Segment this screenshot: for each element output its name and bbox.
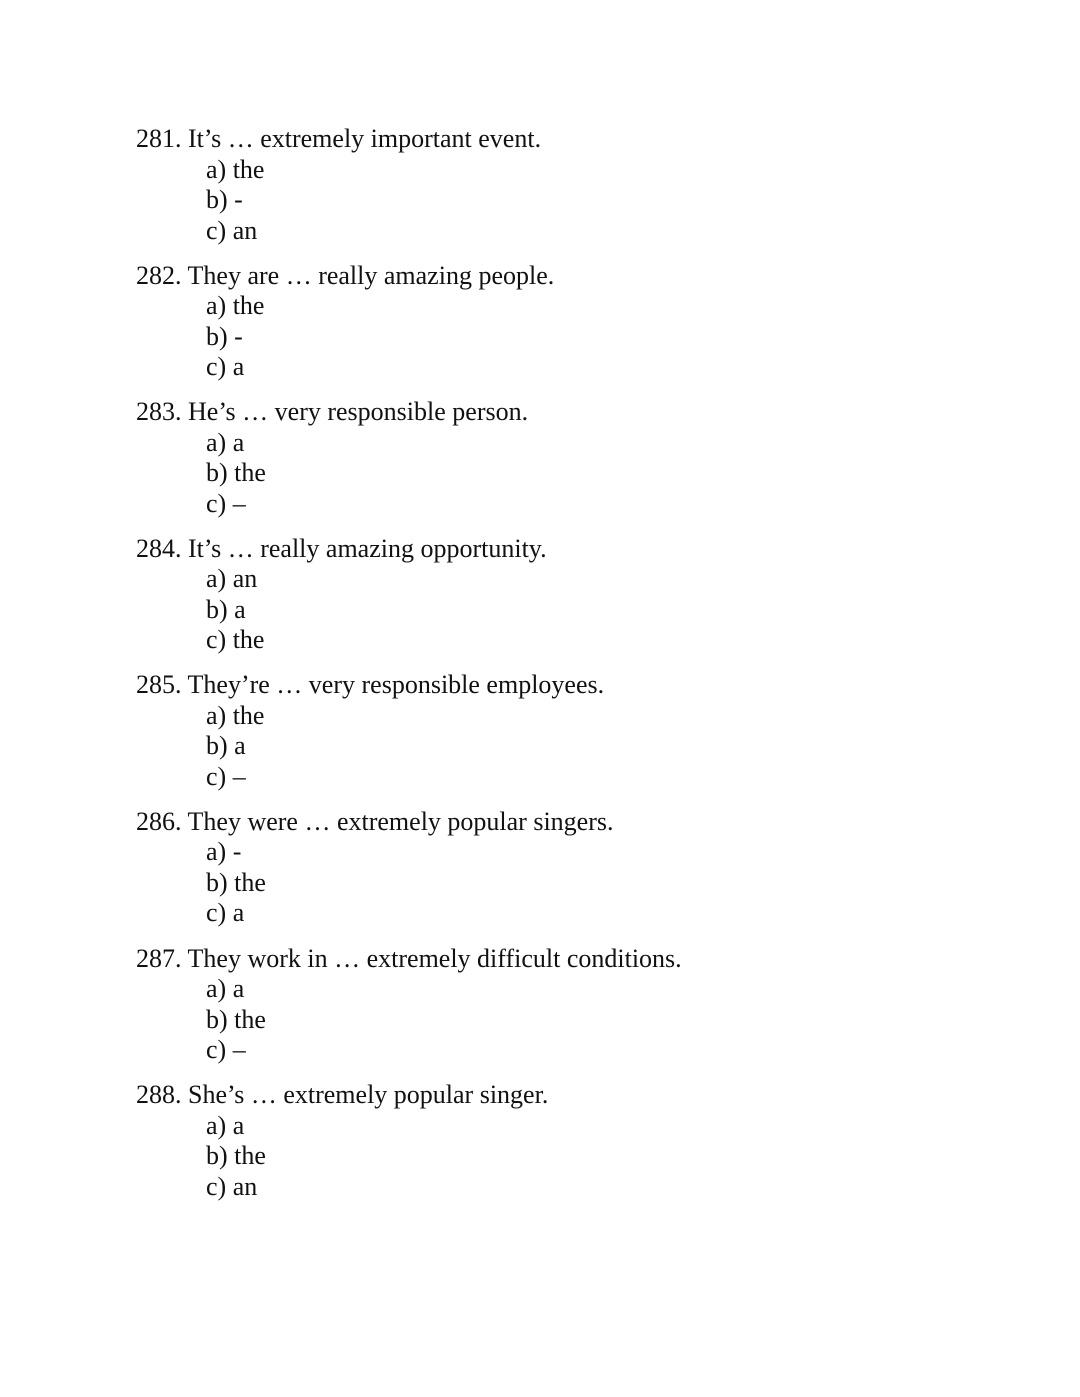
option-c xyxy=(206,625,1036,656)
question-number: 282. xyxy=(136,260,182,290)
option-label: a) xyxy=(206,427,227,457)
option-label: a) xyxy=(206,700,227,730)
question-284 xyxy=(136,534,1036,671)
option-text: a xyxy=(232,1110,245,1140)
option-label: a) xyxy=(206,291,227,321)
option-list xyxy=(206,291,1036,383)
option-label: b) xyxy=(206,594,228,624)
option-text: a xyxy=(232,898,245,928)
option-list xyxy=(206,837,1036,929)
option-text: a xyxy=(232,974,245,1004)
option-c xyxy=(206,216,1036,247)
option-c xyxy=(206,352,1036,383)
question-number: 286. xyxy=(136,806,182,836)
option-c xyxy=(206,1172,1036,1203)
option-a xyxy=(206,291,1036,322)
option-text: a xyxy=(234,731,246,761)
question-286 xyxy=(136,807,1036,944)
option-c xyxy=(206,1035,1036,1066)
option-label: c) xyxy=(206,898,227,928)
option-b xyxy=(206,185,1036,216)
option-label: c) xyxy=(206,352,227,382)
option-text: an xyxy=(232,564,258,594)
option-label: a) xyxy=(206,837,227,867)
question-text: He’s … very responsible person. xyxy=(188,397,529,427)
option-b xyxy=(206,322,1036,353)
question-text: They were … extremely popular singers. xyxy=(187,806,614,836)
question-stem xyxy=(136,534,1036,565)
option-a xyxy=(206,974,1036,1005)
option-label: c) xyxy=(206,215,227,245)
option-label: c) xyxy=(206,1171,227,1201)
option-text: the xyxy=(232,625,265,655)
option-text: – xyxy=(232,1035,246,1065)
option-text: the xyxy=(234,867,266,897)
question-text: It’s … really amazing opportunity. xyxy=(188,533,547,563)
option-list xyxy=(206,701,1036,793)
option-list xyxy=(206,155,1036,247)
option-c xyxy=(206,489,1036,520)
option-label: b) xyxy=(206,321,228,351)
question-285 xyxy=(136,670,1036,807)
option-text: the xyxy=(234,458,266,488)
option-label: a) xyxy=(206,564,227,594)
option-list xyxy=(206,564,1036,656)
question-list xyxy=(136,124,1036,1217)
question-stem xyxy=(136,670,1036,701)
option-b xyxy=(206,595,1036,626)
option-label: c) xyxy=(206,761,227,791)
option-a xyxy=(206,428,1036,459)
question-282 xyxy=(136,261,1036,398)
question-text: They work in … extremely difficult conditions. xyxy=(187,943,682,973)
option-text: a xyxy=(232,352,245,382)
question-stem xyxy=(136,807,1036,838)
question-stem xyxy=(136,944,1036,975)
option-a xyxy=(206,155,1036,186)
question-288 xyxy=(136,1080,1036,1217)
option-label: b) xyxy=(206,867,228,897)
question-stem xyxy=(136,1080,1036,1111)
option-text: - xyxy=(234,185,243,214)
question-stem xyxy=(136,261,1036,292)
question-text: They’re … very responsible employees. xyxy=(187,670,605,700)
option-text: the xyxy=(232,291,265,321)
option-a xyxy=(206,1111,1036,1142)
option-label: b) xyxy=(206,458,228,488)
option-text: the xyxy=(232,154,265,184)
option-text: an xyxy=(232,1171,258,1201)
option-text: – xyxy=(232,761,246,791)
option-text: – xyxy=(232,488,246,518)
option-text: a xyxy=(232,427,245,457)
option-a xyxy=(206,701,1036,732)
option-list xyxy=(206,974,1036,1066)
question-287 xyxy=(136,944,1036,1081)
question-stem xyxy=(136,124,1036,155)
question-number: 281. xyxy=(136,124,182,153)
question-number: 284. xyxy=(136,533,182,563)
question-number: 283. xyxy=(136,397,182,427)
option-list xyxy=(206,1111,1036,1203)
option-b xyxy=(206,731,1036,762)
option-a xyxy=(206,837,1036,868)
question-stem xyxy=(136,397,1036,428)
option-text: the xyxy=(234,1141,266,1171)
question-text: They are … really amazing people. xyxy=(187,260,555,290)
question-text: It’s … extremely important event. xyxy=(188,124,542,153)
question-281 xyxy=(136,124,1036,261)
option-c xyxy=(206,898,1036,929)
option-label: b) xyxy=(206,1141,228,1171)
option-label: c) xyxy=(206,625,227,655)
option-b xyxy=(206,1005,1036,1036)
option-a xyxy=(206,564,1036,595)
option-text: an xyxy=(232,215,258,245)
option-text: a xyxy=(234,594,246,624)
option-label: b) xyxy=(206,731,228,761)
option-list xyxy=(206,428,1036,520)
question-number: 285. xyxy=(136,670,182,700)
option-text: the xyxy=(232,700,265,730)
option-label: c) xyxy=(206,1035,227,1065)
question-number: 288. xyxy=(136,1080,182,1110)
option-b xyxy=(206,458,1036,489)
option-label: a) xyxy=(206,1110,227,1140)
option-b xyxy=(206,868,1036,899)
option-label: b) xyxy=(206,1004,228,1034)
option-label: c) xyxy=(206,488,227,518)
option-text: - xyxy=(234,321,243,351)
option-label: a) xyxy=(206,974,227,1004)
option-label: a) xyxy=(206,154,227,184)
option-text: - xyxy=(232,837,242,867)
option-label: b) xyxy=(206,185,228,214)
option-c xyxy=(206,762,1036,793)
question-283 xyxy=(136,397,1036,534)
option-b xyxy=(206,1141,1036,1172)
question-text: She’s … extremely popular singer. xyxy=(188,1080,549,1110)
option-text: the xyxy=(234,1004,266,1034)
question-number: 287. xyxy=(136,943,182,973)
